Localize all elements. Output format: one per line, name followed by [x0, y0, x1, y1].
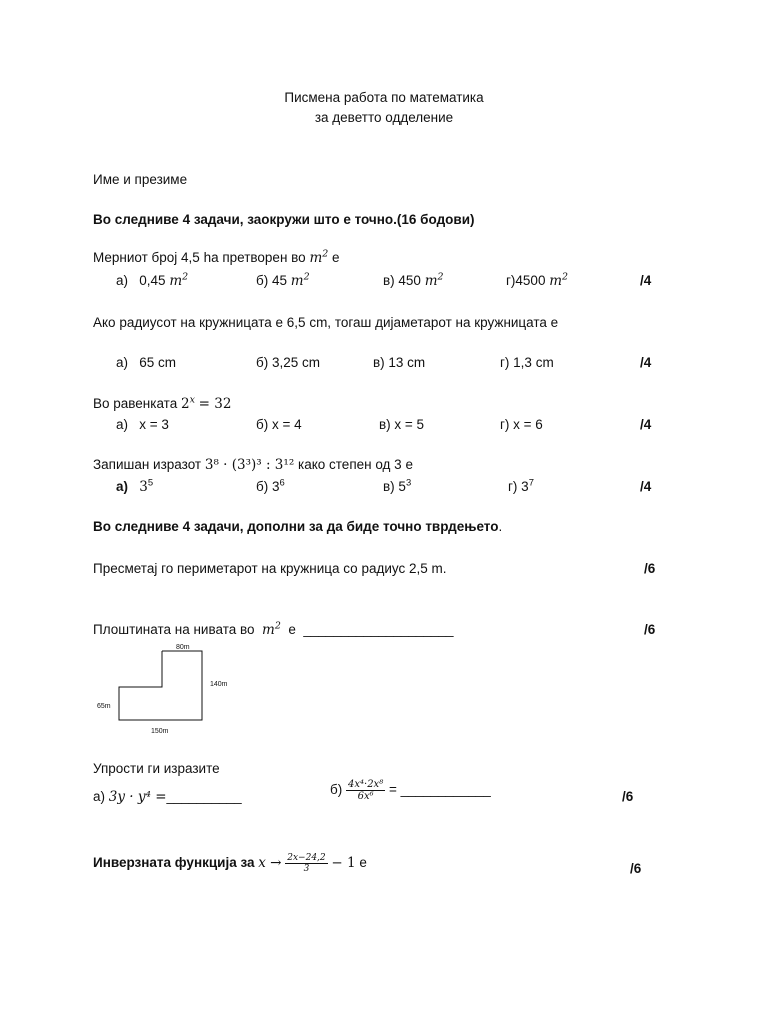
q7-part-b: б) $\frac{\text{4x⁴·2x⁸}}{\text{6x⁶}}$ = ____________: [330, 779, 491, 802]
q7-a-blank[interactable]: __________: [166, 789, 242, 804]
q4-option-c[interactable]: в) $5^3$: [383, 477, 412, 494]
q2-option-c[interactable]: в) 13 cm: [373, 355, 426, 370]
q2-option-a[interactable]: а) 65 cm: [116, 355, 177, 370]
section1-heading: Во следниве 4 задачи, заокружи што е точно.(16 бодови): [93, 212, 475, 227]
figure-label-top: 80m: [176, 644, 190, 651]
q5-text: Пресметај го периметарот на кружница со радиус 2,5 m.: [93, 561, 447, 576]
q6-text: Плоштината на нивата во $m^2$ е ____________________: [93, 620, 454, 638]
q1-option-b[interactable]: б) 45 $m^2$: [256, 271, 310, 289]
name-label: Име и презиме: [93, 172, 188, 187]
q1-text: Мерниот број 4,5 ha претворен во $m^2$ е: [93, 248, 340, 266]
q1-points: /4: [640, 273, 652, 288]
q2-option-d[interactable]: г) 1,3 cm: [500, 355, 554, 370]
q2-points: /4: [640, 355, 652, 370]
q3-option-c[interactable]: в) x = 5: [379, 417, 425, 432]
q1-option-d[interactable]: г)4500 $m^2$: [506, 271, 569, 289]
q8-fraction: $\frac{2x-24,2}{3}$: [287, 853, 326, 874]
q1-option-a[interactable]: а) 0,45 $m^2$: [116, 271, 189, 289]
q4-text: Запишан изразот 3⁸ · (3³)³ : 3¹² како степен од 3 е: [93, 457, 413, 473]
page-title: Писмена работа по математика: [284, 90, 484, 105]
q2-text: Ако радиусот на кружницата е 6,5 cm, тогаш дијаметарот на кружницата е: [93, 315, 559, 330]
figure-label-bottom: 150m: [151, 728, 169, 735]
q7-part-a: а) 3y · y⁴ =__________: [93, 789, 242, 805]
q4-points: /4: [640, 479, 652, 494]
q4-option-a[interactable]: а) $3^5$: [116, 477, 154, 495]
q6-answer-blank[interactable]: ____________________: [303, 622, 454, 637]
q3-option-a[interactable]: а) x = 3: [116, 417, 169, 432]
q3-option-d[interactable]: г) x = 6: [500, 417, 543, 432]
q7-b-blank[interactable]: ____________: [400, 782, 491, 798]
q8-points: /6: [630, 861, 642, 876]
page-subtitle: за деветто одделение: [314, 110, 454, 125]
figure-label-right: 140m: [210, 681, 228, 688]
q8-text: Инверзната функција за x → $\frac{2x-24,2}{3}$ − 1 е: [93, 853, 367, 874]
q7-b-fraction: $\frac{\text{4x⁴·2x⁸}}{\text{6x⁶}}$: [348, 779, 384, 802]
q7-points: /6: [622, 789, 634, 804]
field-figure: [90, 640, 270, 740]
section2-heading: Во следниве 4 задачи, дополни за да биде точно тврдењето.: [93, 519, 503, 534]
q3-option-b[interactable]: б) x = 4: [256, 417, 302, 432]
q4-option-b[interactable]: б) $3^6$: [256, 477, 285, 494]
q6-points: /6: [644, 622, 656, 637]
figure-label-left: 65m: [97, 703, 111, 710]
q4-option-d[interactable]: г) $3^7$: [508, 477, 534, 494]
q2-option-b[interactable]: б) 3,25 cm: [256, 355, 320, 370]
q7-text: Упрости ги изразите: [93, 761, 220, 776]
q3-points: /4: [640, 417, 652, 432]
q3-text: Во равенката 2$^x$ = 32: [93, 394, 232, 412]
q5-points: /6: [644, 561, 656, 576]
q1-option-c[interactable]: в) 450 $m^2$: [383, 271, 444, 289]
